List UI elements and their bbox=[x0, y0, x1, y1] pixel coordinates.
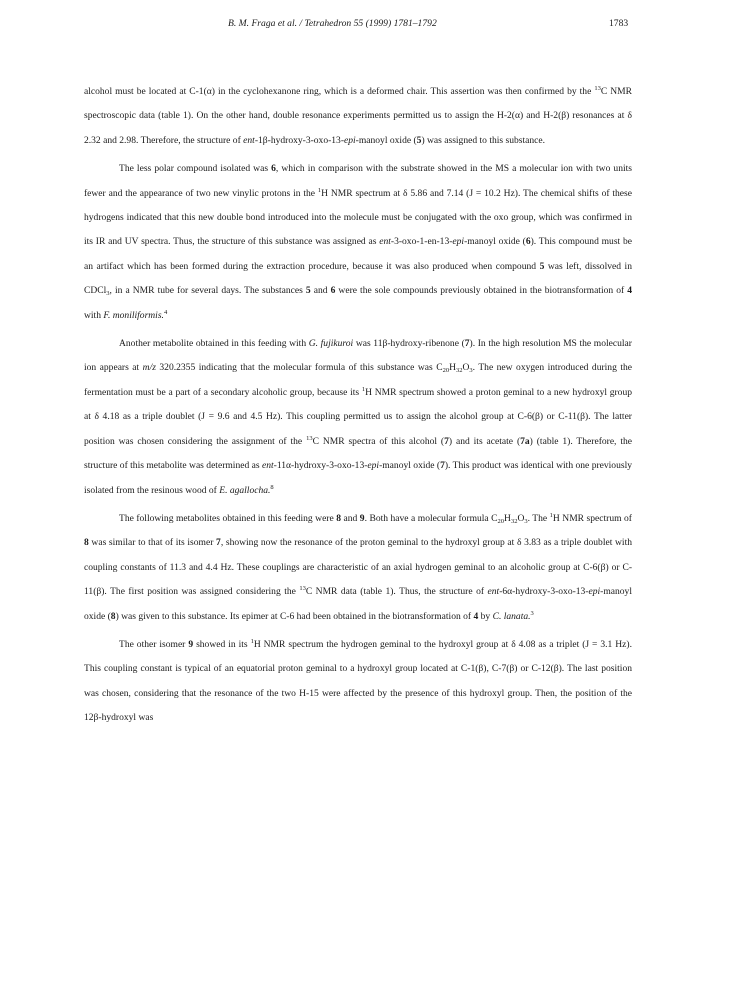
text-run: 7 bbox=[216, 537, 221, 549]
text-run: . The new oxygen introduced during the fermentation must be a part of a secondary alcoholic group, because its bbox=[84, 362, 632, 398]
text-run: 6 bbox=[330, 285, 336, 297]
text-run: epi bbox=[367, 460, 380, 472]
text-run: H bbox=[449, 362, 456, 374]
text-run: epi bbox=[452, 236, 465, 248]
text-run: ) and its acetate ( bbox=[448, 435, 521, 447]
running-header bbox=[0, 18, 731, 34]
text-run: . The bbox=[527, 512, 550, 524]
text-run: 1 bbox=[317, 186, 322, 194]
text-run: H bbox=[504, 512, 511, 524]
text-run: ) was assigned to this substance. bbox=[421, 134, 545, 146]
text-run: 8 bbox=[336, 512, 342, 524]
text-run: 13 bbox=[594, 85, 601, 92]
text-run: 3 bbox=[469, 367, 473, 375]
text-run: ent bbox=[243, 134, 255, 146]
text-run: m/z bbox=[142, 362, 156, 374]
text-run: 6 bbox=[271, 163, 276, 175]
text-run: H NMR spectrum at δ 5.86 and 7.14 (J = 10.2 Hz). The chemical shifts of these hydrogens indicated that this new double bond introduced into the molecule must be conjugated with the oxo group, which was confirmed in its IR and UV spectra. Thus, the structure of this substance was assigned as bbox=[84, 187, 633, 248]
text-run: The other isomer bbox=[119, 638, 189, 650]
article-body bbox=[84, 80, 632, 731]
text-run: ent bbox=[379, 236, 391, 248]
text-run: -6α-hydroxy-3-oxo-13- bbox=[499, 586, 589, 598]
text-run: 32 bbox=[456, 367, 463, 375]
text-run: Another metabolite obtained in this feeding with bbox=[119, 338, 309, 350]
text-run: was 11β-hydroxy-ribenone ( bbox=[353, 338, 465, 350]
text-run: , in a NMR tube for several days. The substances bbox=[109, 285, 306, 297]
text-run: 4 bbox=[473, 610, 479, 622]
text-run: was left, dissolved in CDCl bbox=[84, 260, 632, 297]
text-run: and bbox=[341, 512, 360, 524]
text-run: with bbox=[84, 309, 104, 321]
text-run: were the sole compounds previously obtained in the biotransformation of bbox=[335, 285, 628, 297]
text-run: 5 bbox=[539, 260, 545, 272]
text-run: , which in comparison with the substrate showed in the MS a molecular ion with two units fewer and the appearance of two new vinylic protons in the bbox=[84, 163, 632, 199]
text-run: , showing now the resonance of the proton geminal to the hydroxyl group at δ 3.83 as a triple doublet with coupling constants of 11.3 and 4.4 Hz. These couplings are characteristic of an axial hydrogen geminal to an alcoholic group at C-6(β) or C-11(β). The first position was assigned considering the bbox=[84, 537, 632, 598]
text-run: 3 bbox=[524, 517, 528, 525]
text-run: 3 bbox=[106, 290, 110, 298]
page-number: 1783 bbox=[609, 18, 629, 29]
text-run: 5 bbox=[416, 134, 422, 146]
paragraph bbox=[84, 332, 632, 503]
text-run: ) was given to this substance. Its epimer at C-6 had been obtained in the biotransformation of bbox=[115, 610, 474, 622]
text-run: ). This product was identical with one previously isolated from the resinous wood of bbox=[84, 460, 632, 496]
paragraph bbox=[84, 507, 632, 629]
text-run: C NMR spectroscopic data (table 1). On the other hand, double resonance experiments permitted us to assign the H-2(α) and H-2(β) resonances at δ 2.32 and 2.98. Therefore, the structure of bbox=[84, 86, 632, 146]
text-run: 7 bbox=[464, 338, 470, 350]
text-run: 3 bbox=[530, 609, 534, 617]
text-run: 8 bbox=[270, 483, 274, 491]
text-run: -11α-hydroxy-3-oxo-13- bbox=[273, 460, 368, 472]
text-run: 13 bbox=[299, 585, 306, 593]
text-run: . Both have a molecular formula C bbox=[364, 512, 498, 524]
text-run: F. moniliformis. bbox=[103, 309, 164, 321]
text-run: 1 bbox=[361, 385, 366, 393]
text-run: and bbox=[310, 285, 331, 297]
text-run: O bbox=[517, 512, 525, 524]
text-run: ent bbox=[262, 460, 274, 472]
text-run: 9 bbox=[359, 512, 365, 524]
text-run: 20 bbox=[497, 517, 505, 525]
text-run: 6 bbox=[525, 236, 531, 248]
text-run: 7a bbox=[520, 435, 530, 447]
text-run: G. fujikuroi bbox=[308, 338, 354, 350]
text-run: 9 bbox=[188, 638, 194, 650]
text-run: was similar to that of its isomer bbox=[88, 537, 217, 549]
text-run: 20 bbox=[442, 367, 450, 375]
text-run: 8 bbox=[110, 610, 116, 622]
text-run: 4 bbox=[163, 308, 168, 316]
text-run: E. agallocha. bbox=[219, 484, 271, 496]
text-run: -1β-hydroxy-3-oxo-13- bbox=[254, 134, 344, 146]
text-run: by bbox=[478, 610, 493, 622]
text-run: H NMR spectrum the hydrogen geminal to the hydroxyl group at δ 4.08 as a triplet (J = 3.1 Hz). This coupling constant is typical of an equatorial proton geminal to a hydroxyl group located at C-1(β), C-7(β) or C-12(β). The last position was chosen, considering that the resonance of the two H-15 were affected by the presence of this hydroxyl group. Then, the position of the 12β-hydroxyl was bbox=[84, 638, 632, 724]
text-run: 8 bbox=[84, 537, 89, 549]
text-run: 4 bbox=[627, 285, 633, 297]
text-run: ent bbox=[487, 586, 500, 598]
text-run: C NMR data (table 1). Thus, the structure of bbox=[305, 586, 488, 598]
text-run: alcohol must be located at C-1(α) in the cyclohexanone ring, which is a deformed chair. This assertion was then confirmed by the bbox=[84, 86, 595, 97]
text-run: -3-oxo-1-en-13- bbox=[390, 236, 453, 248]
paragraph bbox=[84, 633, 632, 731]
text-run: -manoyl oxide ( bbox=[355, 134, 417, 146]
text-run: -manoyl oxide ( bbox=[379, 460, 441, 472]
text-run: The following metabolites obtained in this feeding were bbox=[119, 512, 337, 524]
text-run: The less polar compound isolated was bbox=[119, 163, 272, 175]
text-run: O bbox=[462, 362, 470, 374]
text-run: ) (table 1). Therefore, the structure of this metabolite was determined as bbox=[84, 435, 633, 472]
text-run: -manoyl oxide ( bbox=[464, 236, 526, 248]
text-run: H NMR spectrum showed a proton geminal to a new hydroxyl group at δ 4.18 as a triple doublet (J = 9.6 and 4.5 Hz). This coupling permitted us to assign the alcohol group at C-6(β) or C-11(β). The latter position was chosen considering the assignment of the bbox=[84, 386, 633, 447]
journal-citation: B. M. Fraga et al. / Tetrahedron 55 (1999) 1781–1792 bbox=[228, 18, 437, 29]
text-run: epi bbox=[588, 586, 601, 598]
text-run: epi bbox=[344, 134, 356, 146]
text-run: H NMR spectrum of bbox=[552, 512, 632, 524]
text-run: 1 bbox=[549, 511, 553, 519]
text-run: 7 bbox=[444, 435, 449, 447]
text-run: 32 bbox=[510, 517, 518, 525]
text-run: showed in its bbox=[193, 638, 251, 650]
text-run: C NMR spectra of this alcohol ( bbox=[312, 435, 445, 447]
text-run: 13 bbox=[306, 434, 313, 442]
text-run: 1 bbox=[250, 637, 254, 645]
text-run: ). In the high resolution MS the molecular ion appears at bbox=[84, 338, 632, 374]
paragraph bbox=[84, 80, 632, 153]
text-run: 7 bbox=[440, 460, 445, 472]
text-run: 5 bbox=[305, 285, 311, 297]
text-run: 320.2355 indicating that the molecular formula of this substance was C bbox=[155, 362, 443, 374]
text-run: -manoyl oxide ( bbox=[84, 586, 632, 622]
paragraph bbox=[84, 157, 632, 328]
text-run: ). This compound must be an artifact which has been formed during the extraction procedure, because it was also produced when compound bbox=[84, 236, 632, 272]
text-run: C. lanata. bbox=[492, 610, 531, 622]
